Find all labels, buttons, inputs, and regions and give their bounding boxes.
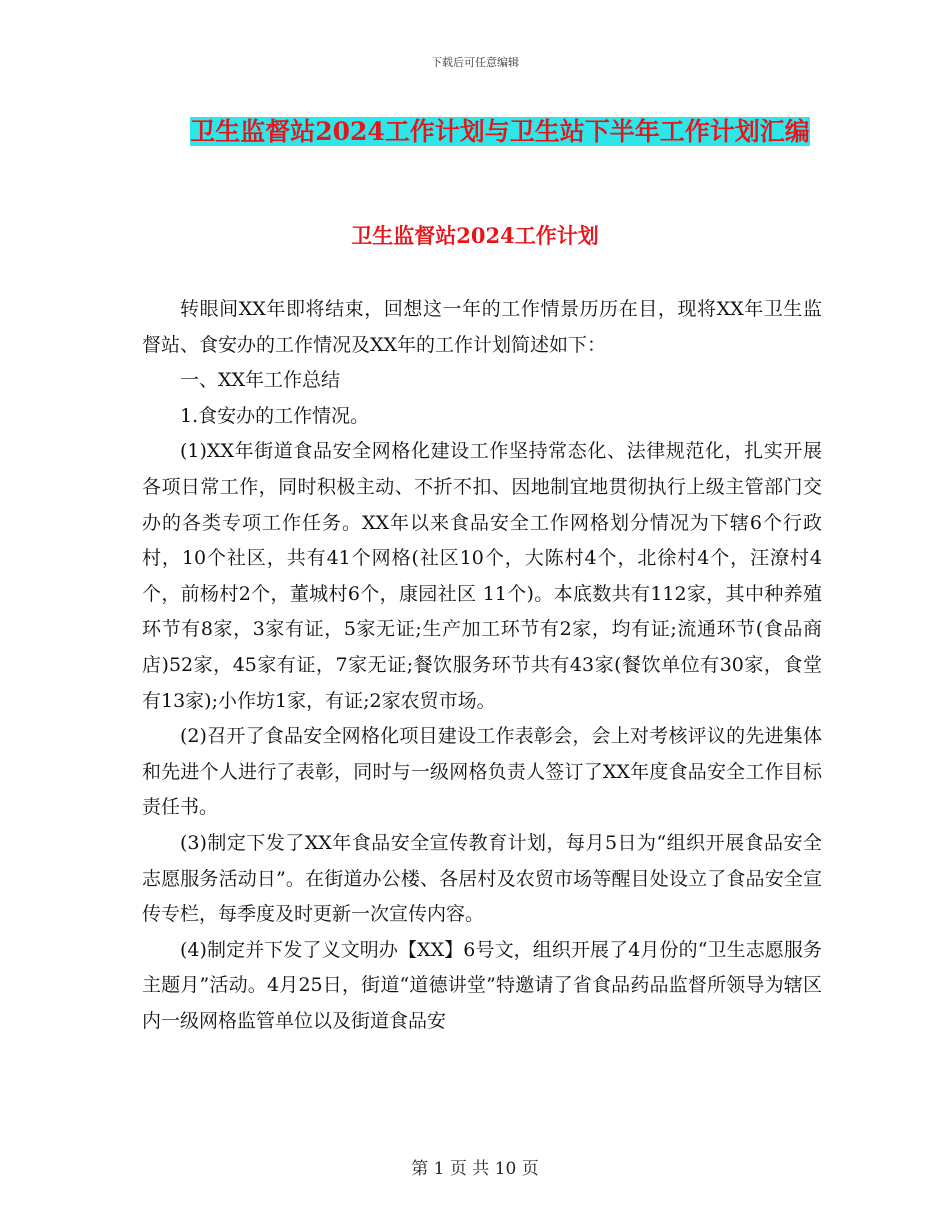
paragraph: (4)制定并下发了义文明办【XX】6号文，组织开展了4月份的“卫生志愿服务主题月”活动。4月25日，街道“道德讲堂”特邀请了省食品药品监督所领导为辖区内一级网格监管单位以及街道食品安 <box>142 938 822 1032</box>
page-footer: 第 1 页 共 10 页 <box>411 1159 539 1179</box>
body-text <box>142 292 822 1039</box>
paragraph: 一、XX年工作总结 <box>180 369 341 392</box>
paragraph: 1.食安办的工作情况。 <box>180 404 370 427</box>
paragraph: 转眼间XX年即将结束，回想这一年的工作情景历历在目，现将XX年卫生监督站、食安办的工作情况及XX年的工作计划简述如下： <box>142 298 822 356</box>
document-title <box>140 110 860 154</box>
paragraph: (2)召开了食品安全网格化项目建设工作表彰会，会上对考核评议的先进集体和先进个人进行了表彰，同时与一级网格负责人签订了XX年度食品安全工作目标责任书。 <box>142 725 822 819</box>
header-note: 下载后可任意编辑 <box>431 56 519 69</box>
document-title-text: 卫生监督站2024工作计划与卫生站下半年工作计划汇编 <box>190 117 810 146</box>
section-title: 卫生监督站2024工作计划 <box>351 223 599 248</box>
paragraph: (3)制定下发了XX年食品安全宣传教育计划，每月5日为“组织开展食品安全志愿服务活动日”。在街道办公楼、各居村及农贸市场等醒目处设立了食品安全宣传专栏，每季度及时更新一次宣传内容。 <box>142 831 822 926</box>
paragraph: (1)XX年街道食品安全网格化建设工作坚持常态化、法律规范化，扎实开展各项日常工作，同时积极主动、不折不扣、因地制宜地贯彻执行上级主管部门交办的各类专项工作任务。XX年以来食品安全工作网格划分情况为下辖6个行政村，10个社区，共有41个网格(社区10个，大陈村4个，北徐村4个，汪潦村4个，前杨村2个，董城村6个，康园社区 11个)。本底数共有112家，其中种养殖环节有8家，3家有证，5家无证;生产加工环节有2家，均有证;流通环节(食品商店)52家，45家有证，7家无证;餐饮服务环节共有43家(餐饮单位有30家，食堂有13家);小作坊1家，有证;2家农贸市场。 <box>142 440 822 712</box>
